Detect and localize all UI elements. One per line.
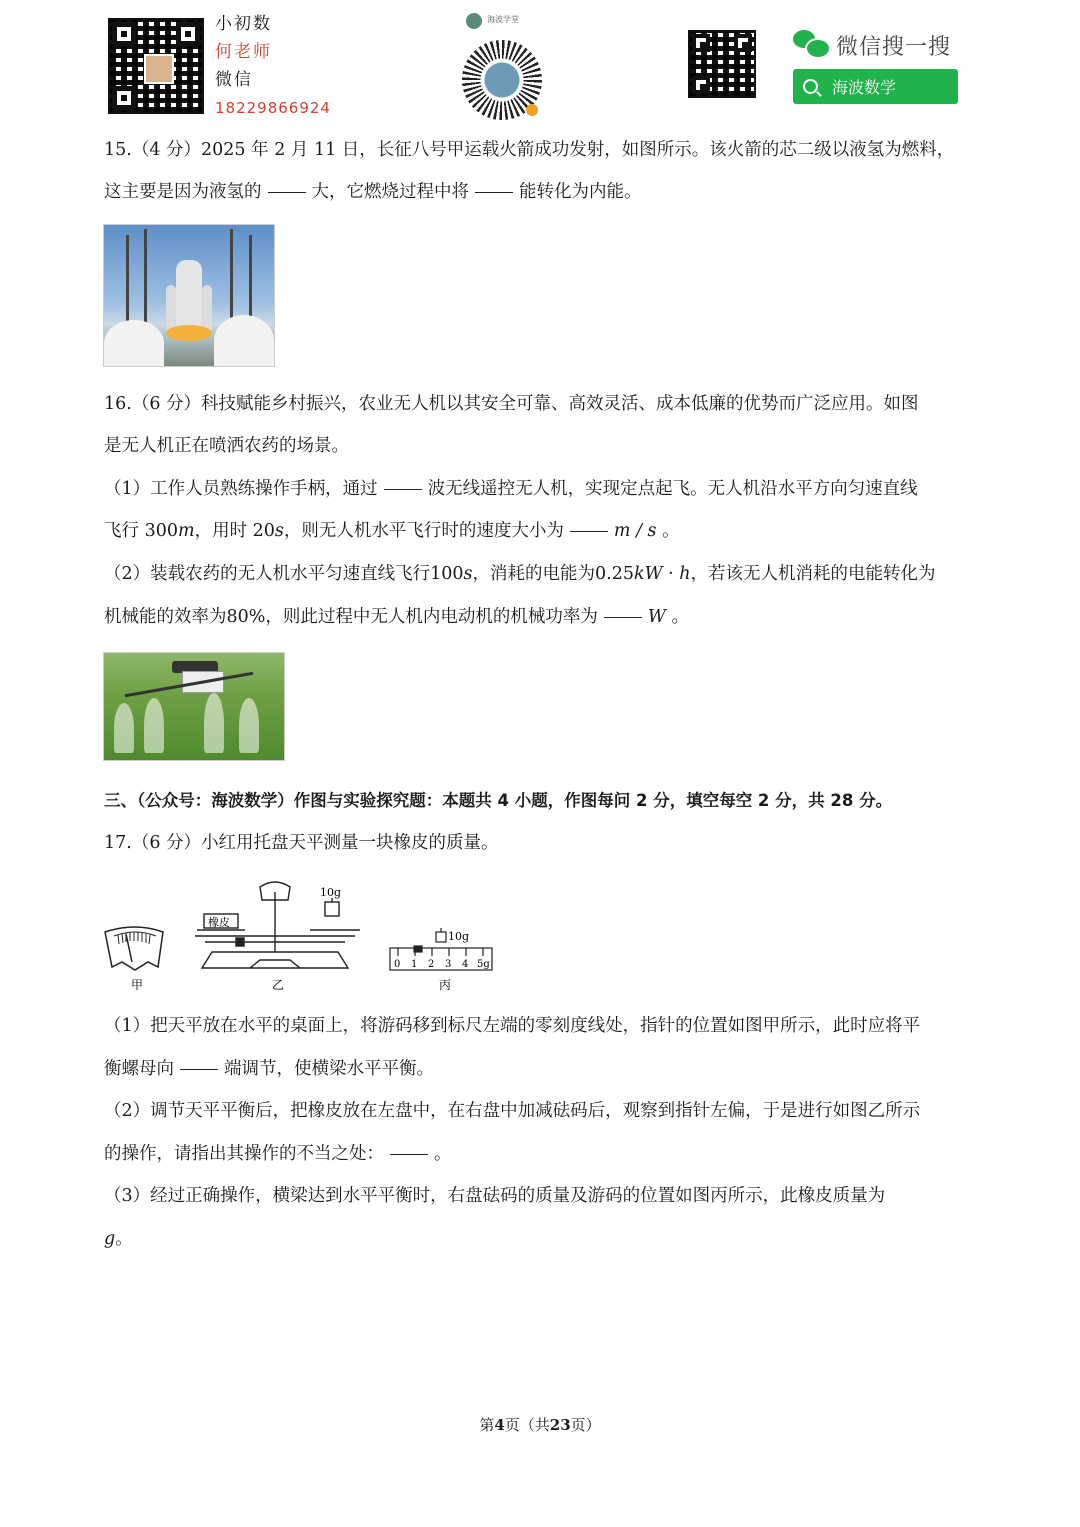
q17-part3-line-2 [104,1218,984,1260]
scale-tick-label: 3 [445,959,452,970]
q16-text: 。 [662,521,680,541]
fig-label-eraser: 橡皮 [208,916,230,929]
q16-text: 机械能的效率为80%，则此过程中无人机内电动机的机械功率为 [104,607,598,627]
unit-g: g [104,1229,116,1249]
q16-text: 。 [671,607,689,627]
answer-blank[interactable] [268,191,306,193]
scale-tick-label: 0 [394,959,401,970]
q15-text: 这主要是因为液氢的 [104,182,262,202]
q16-part1-line-2 [104,510,984,552]
figure-jia-pointer-dial [105,927,163,970]
rocket-icon [176,260,202,330]
fig-label-bing: 丙 [439,978,452,992]
q16-text: （2）装载农药的无人机水平匀速直线飞行100 [104,564,464,584]
balance-figures [100,872,500,994]
wechat-qr-caption [215,10,331,122]
mini-app-name: 海波学堂 [487,15,519,24]
unit-m: m [177,521,195,541]
page-total: 23 [549,1416,571,1434]
caption-line: 何老师 [215,42,272,62]
scale-tick-label: 5g [477,959,490,970]
wechat-search-icon [793,30,827,56]
q16-text: （1）工作人员熟练操作手柄，通过 [104,479,378,499]
mini-app-badge-icon [526,104,538,116]
page-label: 第 [479,1416,495,1434]
q17-part2-line-2 [104,1133,984,1175]
q16-text: ，若该无人机消耗的电能转化为 [690,564,936,584]
q17-line-1: 17.（6 分）小红用托盘天平测量一块橡皮的质量。 [104,833,499,853]
scale-tick-label: 2 [428,959,435,970]
unit-s: s [274,521,284,541]
q15-text: 能转化为内能。 [519,182,642,202]
magnifier-icon [803,79,818,94]
q16-line-2: 是无人机正在喷洒农药的场景。 [104,436,349,456]
q16-part1-line-1 [104,468,984,510]
scale-tick-label: 4 [462,959,469,970]
fig-label-jia: 甲 [131,978,144,992]
answer-blank[interactable] [604,616,642,618]
mini-app-code[interactable] [462,40,542,120]
q17-part3-line-1: （3）经过正确操作，横梁达到水平平衡时，右盘砝码的质量及游码的位置如图丙所示，此橡皮质量为 [104,1186,886,1206]
q16-part2-line-2 [104,596,984,638]
unit-speed: m / s [613,521,657,541]
search-title: 微信搜一搜 [836,35,952,60]
q15-line-2 [104,171,984,213]
drone-spraying-photo [103,652,285,761]
q16-text: 飞行 300 [104,521,178,541]
fig-label-yi: 乙 [272,978,285,992]
q15-line-1: 15.（4 分）2025 年 2 月 11 日，长征八号甲运载火箭成功发射，如图所示。该火箭的芯二级以液氢为燃料， [104,140,955,160]
unit-w: W [647,607,666,627]
q16-line-1: 16.（6 分）科技赋能乡村振兴，农业无人机以其安全可靠、高效灵活、成本低廉的优势而广泛应用。如图 [104,394,919,414]
q17-part1-line-1: （1）把天平放在水平的桌面上，将游码移到标尺左端的零刻度线处，指针的位置如图甲所示，此时应将平 [104,1016,921,1036]
mini-app-logo-icon [466,13,482,29]
q16-text: ，用时 20 [194,521,275,541]
page-footer [0,1414,1080,1435]
fig-label-weight-bing: 10g [448,930,470,943]
q17-part1-line-2 [104,1048,984,1090]
q17-text: 端调节，使横梁水平平衡。 [224,1059,434,1079]
q17-text: 的操作，请指出其操作的不当之处： [104,1144,384,1164]
caption-phone: 18229866924 [215,99,331,117]
header-banner [0,0,1080,125]
wechat-qr-code[interactable] [108,18,204,114]
answer-blank[interactable] [570,530,608,532]
q16-text: 波无线遥控无人机，实现定点起飞。无人机沿水平方向匀速直线 [427,479,918,499]
answer-blank[interactable] [384,488,422,490]
q17-text: 。 [434,1144,452,1164]
caption-line: 小初数 [215,14,272,34]
page-label: 页） [570,1416,601,1434]
q15-text: 大，它燃烧过程中将 [311,182,469,202]
answer-blank[interactable] [180,1068,218,1070]
q16-text: ，消耗的电能为0.25 [472,564,634,584]
rocket-launch-photo [103,224,275,367]
fig-label-weight-yi: 10g [320,886,342,899]
q16-text: ，则无人机水平飞行时的速度大小为 [283,521,564,541]
caption-line: 微信 [215,70,253,90]
q17-text: 。 [115,1229,133,1249]
search-button[interactable] [793,69,958,104]
page-label: 页（共 [504,1416,550,1434]
unit-s: s [463,564,473,584]
q17-text: 衡螺母向 [104,1059,174,1079]
pointer-needle [126,934,132,962]
unit-kwh: kW · h [634,564,691,584]
section-3-heading: 三、（公众号：海波数学）作图与实验探究题：本题共 4 小题，作图每问 2 分，填空每空 2 分，共 28 分。 [104,791,893,810]
scale-tick-label: 1 [411,959,418,970]
teacher-photo [144,54,174,84]
answer-blank[interactable] [475,191,513,193]
answer-blank[interactable] [390,1153,428,1155]
q17-part2-line-1: （2）调节天平平衡后，把橡皮放在左盘中，在右盘中加减砝码后，观察到指针左偏，于是进行如图乙所示 [104,1101,921,1121]
q16-part2-line-1 [104,553,984,595]
search-button-label: 海波数学 [832,78,897,97]
page-number: 4 [494,1416,505,1434]
search-qr-code[interactable] [688,30,756,98]
